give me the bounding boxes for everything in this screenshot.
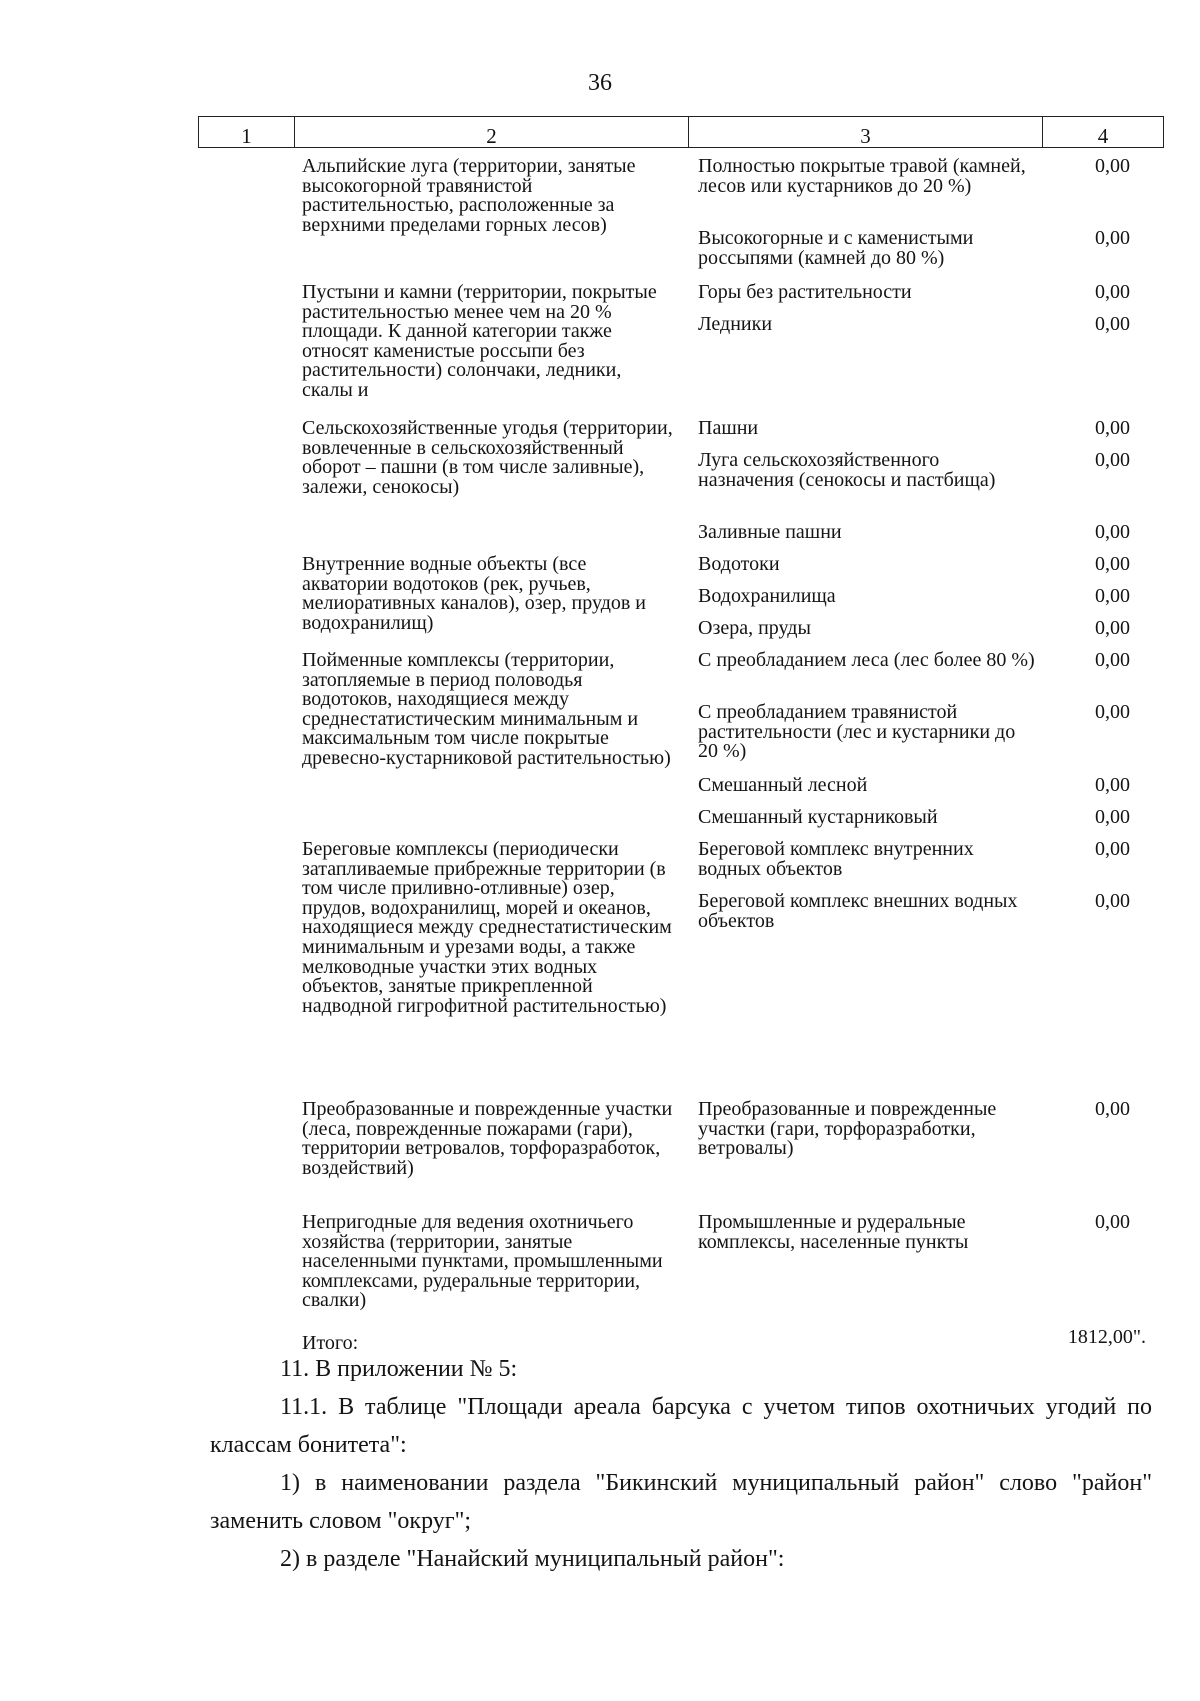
habitat-type: С преобладанием травянистой растительности (лес и кустарники до 20 %) — [698, 701, 1016, 763]
paragraph-nanai-district: 2) в разделе "Нанайский муниципальный район": — [280, 1546, 785, 1572]
habitat-type: Водотоки — [698, 553, 780, 575]
group-description: Сельскохозяйственные угодья (территории, вовлеченные в сельскохозяйственный оборот – пашни (в том числе заливные), залежи, сенокосы) — [302, 417, 673, 498]
paragraph-bikin-district: 1) в наименовании раздела "Бикинский муниципальный район" слово "район" заменить словом "округ"; — [210, 1470, 1152, 1534]
habitat-type: Преобразованные и поврежденные участки (гари, торфоразработки, ветровалы) — [698, 1098, 997, 1160]
area-value: 0,00 — [1095, 521, 1130, 543]
group-description: Пустыни и камни (территории, покрытые растительностью менее чем на 20 % площади. К данной категории также относят каменистые россыпи без растительности) солончаки, ледники, скалы и — [302, 281, 657, 401]
group-description: Альпийские луга (территории, занятые высокогорной травянистой растительностью, расположенные за верхними пределами горных лесов) — [302, 155, 636, 236]
habitat-type: Промышленные и рудеральные комплексы, населенные пункты — [698, 1211, 969, 1253]
habitat-type: Высокогорные и с каменистыми россыпями (камней до 80 %) — [698, 227, 974, 269]
habitat-type: Полностью покрытые травой (камней, лесов или кустарников до 20 %) — [698, 155, 1026, 197]
habitat-type: Водохранилища — [698, 585, 836, 607]
habitat-type: Смешанный лесной — [698, 774, 868, 796]
area-value: 0,00 — [1095, 155, 1130, 177]
habitat-type: Ледники — [698, 313, 773, 335]
habitat-type: Озера, пруды — [698, 617, 811, 639]
area-value: 0,00 — [1095, 313, 1130, 335]
habitat-type: Пашни — [698, 417, 759, 439]
area-value: 0,00 — [1095, 281, 1130, 303]
header-col-4: 4 — [1097, 124, 1109, 148]
area-value: 0,00 — [1095, 838, 1130, 860]
group-description: Береговые комплексы (периодически затапливаемые прибрежные территории (в том числе приливно-отливные) озер, прудов, водохранилищ, морей и океанов, находящиеся между среднестатистическим минимальным и урезами воды, а также мелководные участки этих водных объектов, занятые прикрепленной надводной гигрофитной растительностью) — [302, 838, 672, 1017]
area-value: 0,00 — [1095, 449, 1130, 471]
area-value: 0,00 — [1095, 227, 1130, 249]
page-number: 36 — [588, 70, 612, 96]
area-value: 0,00 — [1095, 1098, 1130, 1120]
area-value: 0,00 — [1095, 585, 1130, 607]
paragraph-appendix-5: 11. В приложении № 5: — [280, 1356, 518, 1382]
area-value: 0,00 — [1095, 617, 1130, 639]
header-col-3: 3 — [689, 117, 1043, 147]
group-description: Преобразованные и поврежденные участки (леса, поврежденные пожарами (гари), территории ветровалов, торфоразработок, воздействий) — [302, 1098, 673, 1179]
table-header — [198, 116, 1164, 148]
habitat-type: Смешанный кустарниковый — [698, 806, 938, 828]
area-value: 0,00 — [1095, 553, 1130, 575]
habitat-type: Луга сельскохозяйственного назначения (сенокосы и пастбища) — [698, 449, 996, 491]
area-value: 0,00 — [1095, 774, 1130, 796]
habitat-type: Заливные пашни — [698, 521, 842, 543]
area-value: 0,00 — [1095, 701, 1130, 723]
group-description: Внутренние водные объекты (все акватории водотоков (рек, ручьев, мелиоративных каналов), озер, прудов и водохранилищ) — [302, 553, 647, 634]
area-value: 0,00 — [1095, 1211, 1130, 1233]
total-value: 1812,00". — [1067, 1326, 1146, 1348]
habitat-type: С преобладанием леса (лес более 80 %) — [698, 649, 1035, 671]
header-col-2: 2 — [295, 117, 689, 147]
habitat-type: Горы без растительности — [698, 281, 912, 303]
area-value: 0,00 — [1095, 417, 1130, 439]
area-value: 0,00 — [1095, 806, 1130, 828]
habitat-type: Береговой комплекс внутренних водных объектов — [698, 838, 974, 880]
total-label: Итого: — [302, 1332, 359, 1354]
area-value: 0,00 — [1095, 649, 1130, 671]
habitat-type: Береговой комплекс внешних водных объектов — [698, 890, 1018, 932]
area-value: 0,00 — [1095, 890, 1130, 912]
group-description: Непригодные для ведения охотничьего хозяйства (территории, занятые населенными пунктами, промышленными комплексами, рудеральные территории, свалки) — [302, 1211, 663, 1312]
group-description: Пойменные комплексы (территории, затопляемые в период половодья водотоков, находящиеся между среднестатистическим минимальным и максимальным том числе покрытые древесно-кустарниковой растительностью) — [302, 649, 671, 769]
header-col-1: 1 — [199, 117, 295, 147]
paragraph-badger-table: 11.1. В таблице "Площади ареала барсука с учетом типов охотничьих угодий по классам бонитета": — [210, 1394, 1152, 1458]
